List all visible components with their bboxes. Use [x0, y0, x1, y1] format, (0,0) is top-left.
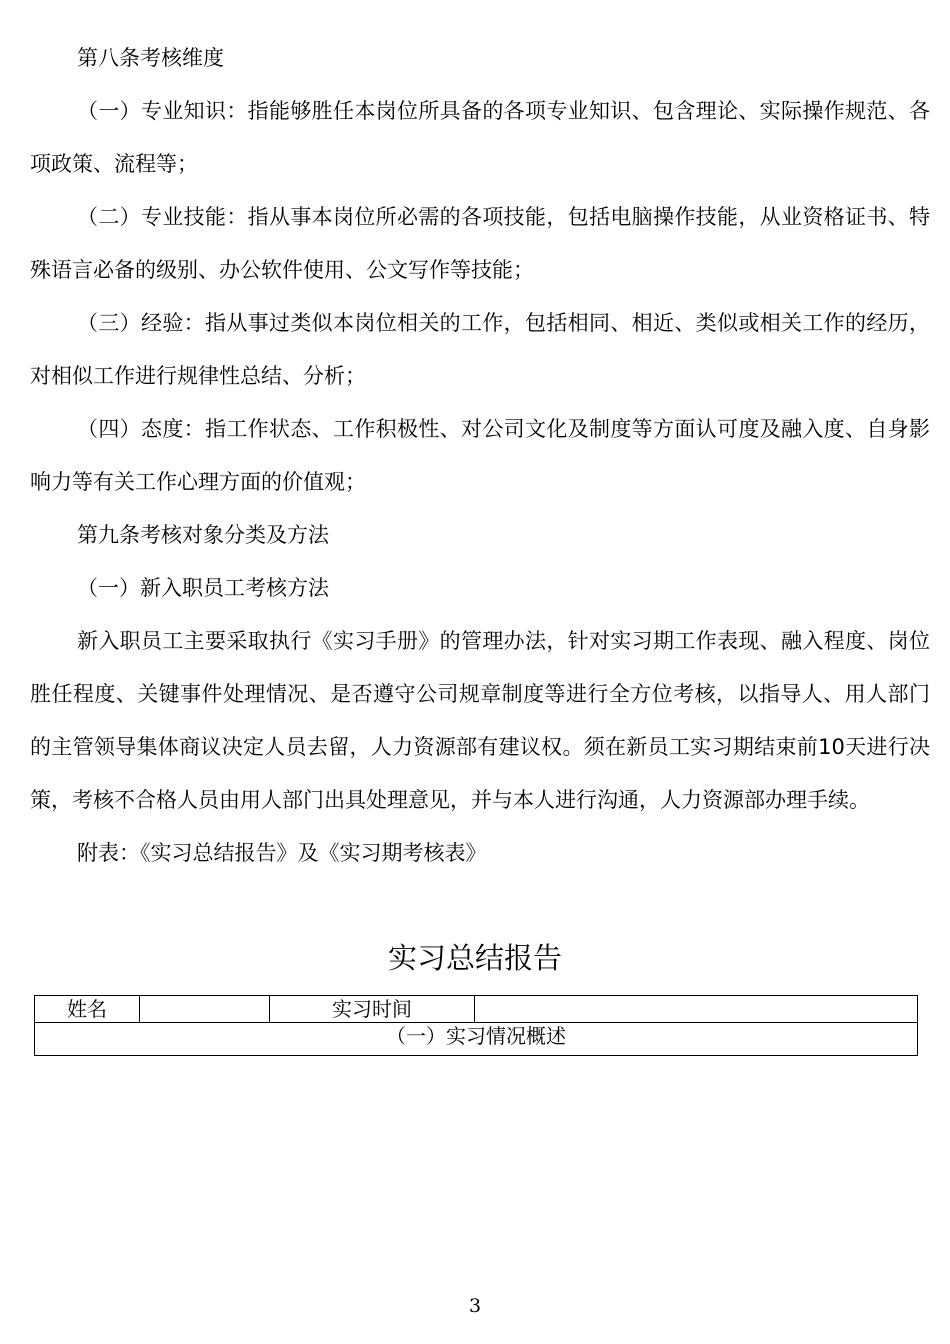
name-value-cell[interactable] — [140, 996, 270, 1023]
report-title: 实习总结报告 — [387, 941, 562, 975]
appendix-note: 附表：《实习总结报告》及《实习期考核表》 — [77, 841, 487, 865]
section-overview-cell: （一）实习情况概述 — [35, 1023, 918, 1056]
period-value-cell[interactable] — [475, 996, 918, 1023]
report-header-row — [35, 996, 918, 1023]
item-attitude: （四）态度：指工作状态、工作积极性、对公司文化及制度等方面认可度及融入度、自身影响力等有关工作心理方面的价值观； — [30, 417, 930, 494]
new-employee-method-body: 新入职员工主要采取执行《实习手册》的管理办法，针对实习期工作表现、融入程度、岗位胜任程度、关键事件处理情况、是否遵守公司规章制度等进行全方位考核，以指导人、用人部门的主管领导集体商议决定人员去留，人力资源部有建议权。须在新员工实习期结束前10天进行决策，考核不合格人员由用人部门出具处理意见，并与本人进行沟通，人力资源部办理手续。 — [30, 629, 930, 812]
page-number: 3 — [468, 1295, 482, 1317]
new-employee-method-heading: （一）新入职员工考核方法 — [77, 576, 329, 600]
period-label-cell: 实习时间 — [270, 996, 475, 1023]
article-8-heading: 第八条考核维度 — [77, 46, 224, 70]
item-experience: （三）经验：指从事过类似本岗位相关的工作，包括相同、相近、类似或相关工作的经历，对相似工作进行规律性总结、分析； — [30, 311, 930, 388]
document-body — [30, 32, 930, 880]
article-9-heading: 第九条考核对象分类及方法 — [77, 523, 329, 547]
item-professional-skills: （二）专业技能：指从事本岗位所必需的各项技能，包括电脑操作技能，从业资格证书、特殊语言必备的级别、办公软件使用、公文写作等技能； — [30, 205, 930, 282]
report-section-row — [35, 1023, 918, 1056]
report-table — [34, 995, 918, 1056]
name-label-cell: 姓名 — [35, 996, 140, 1023]
item-professional-knowledge: （一）专业知识：指能够胜任本岗位所具备的各项专业知识、包含理论、实际操作规范、各项政策、流程等； — [30, 99, 930, 176]
